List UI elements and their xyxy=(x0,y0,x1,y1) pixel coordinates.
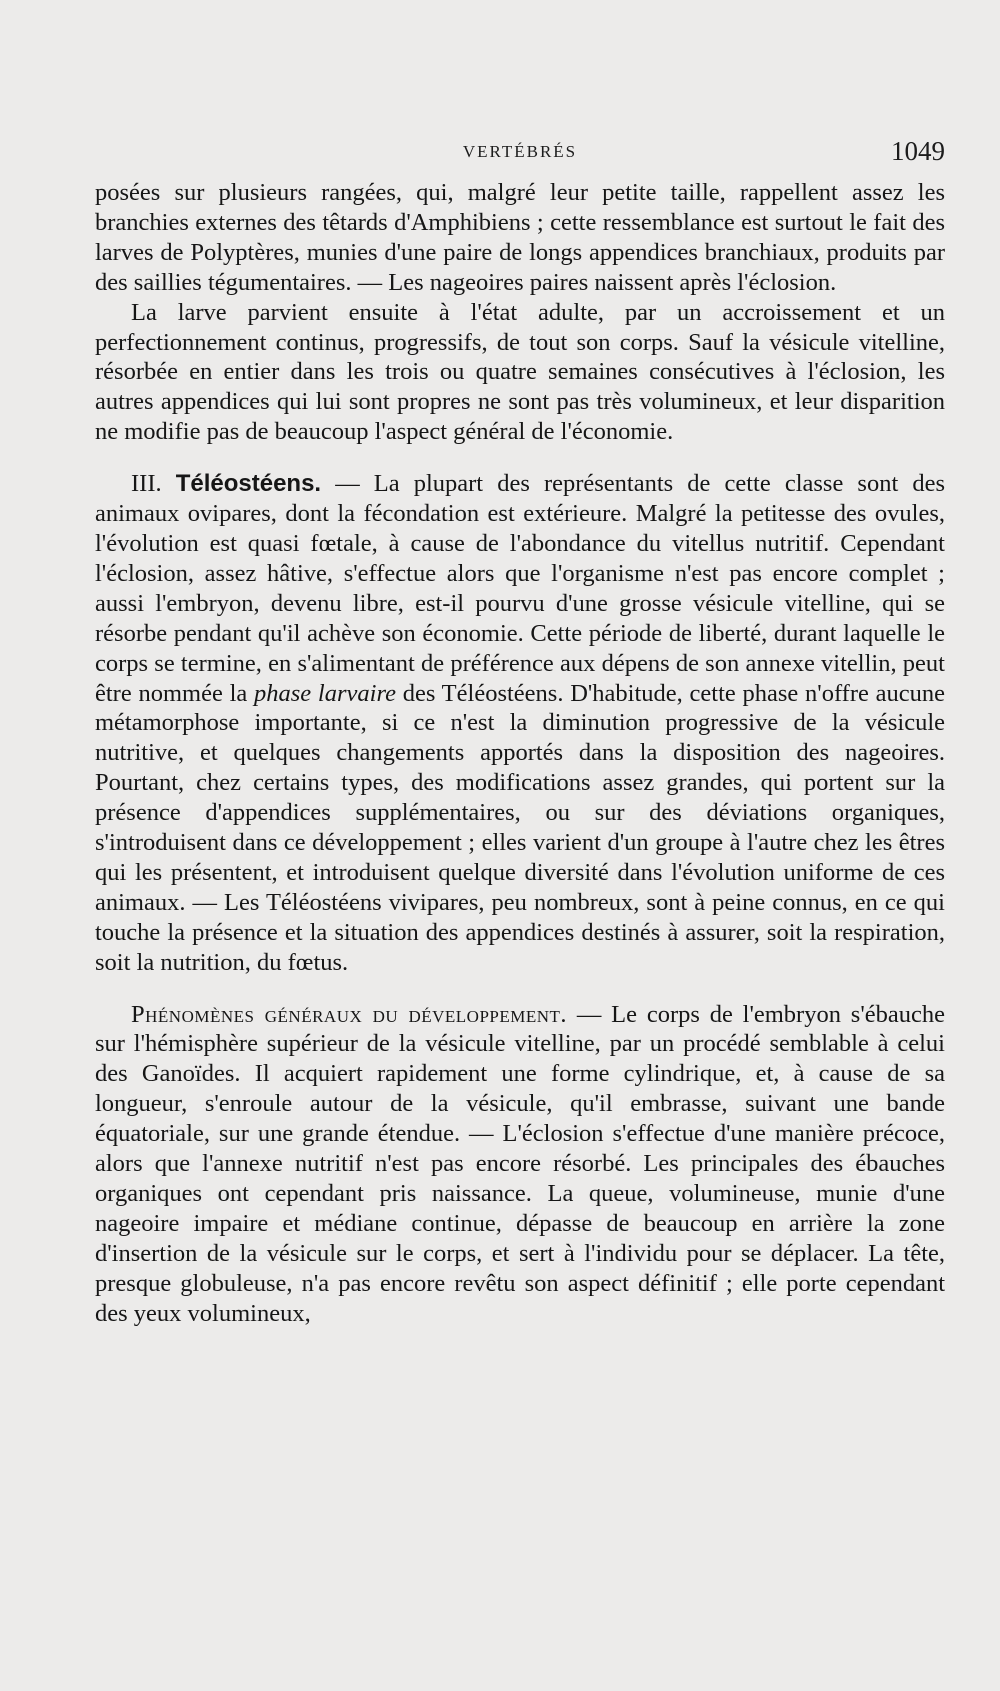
page-header xyxy=(95,136,945,170)
paragraph-continuation xyxy=(95,178,945,298)
body-text xyxy=(95,178,945,1329)
section-phenomenes xyxy=(95,1000,945,1329)
italic-term: phase larvaire xyxy=(254,679,396,707)
paragraph-text: — La plupart des représentants de cette classe sont des animaux ovipares, dont la fécondation est extérieure. Malgré la petitesse des ovules, l'évolution est quasi fœtale, à cause de l'abondance du vitellus nutritif. Cependant l'éclosion, assez hâtive, s'effectue alors que l'organisme n'est pas encore complet ; aussi l'embryon, devenu libre, est-il pourvu d'une grosse vésicule vitelline, qui se résorbe pendant qu'il achève son économie. Cette période de liberté, durant laquelle le corps se termine, en s'alimentant de préférence aux dépens de son annexe vitellin, peut être nommée la xyxy=(95,470,945,707)
paragraph-text-continued: des Téléostéens. D'habitude, cette phase n'offre aucune métamorphose importante, si ce n'est la diminution progressive de la vésicule nutritive, et quelques changements apportés dans la disposition des nageoires. Pourtant, chez certains types, des modifications assez grandes, qui portent sur la présence d'appendices supplémentaires, ou sur des déviations organiques, s'introduisent dans ce développement ; elles varient d'un groupe à l'autre chez les êtres qui les présentent, et introduisent quelque diversité dans l'évolution uniforme de ces animaux. — Les Téléostéens vivipares, peu nombreux, sont à peine connus, en ce qui touche la présence et la situation des appendices destinés à assurer, soit la respiration, soit la nutrition, du fœtus. xyxy=(95,679,945,976)
section-number: III. xyxy=(131,470,176,498)
section-title: Téléostéens. xyxy=(175,470,322,498)
paragraph-larva xyxy=(95,298,945,448)
paragraph-text: posées sur plusieurs rangées, qui, malgré leur petite taille, rappellent assez les branchies externes des têtards d'Amphibiens ; cette ressemblance est surtout le fait des larves de Polyptères, munies d'une paire de longs appendices branchiaux, produits par des saillies tégumentaires. — Les nageoires paires naissent après l'éclosion. xyxy=(95,179,945,296)
paragraph-text: La larve parvient ensuite à l'état adulte, par un accroissement et un perfectionnement continus, progressifs, de tout son corps. Sauf la vésicule vitelline, résorbée en entier dans les trois ou quatre semaines consécutives à l'éclosion, les autres appendices qui lui sont propres ne sont pas très volumineux, et leur disparition ne modifie pas de beaucoup l'aspect général de l'économie. xyxy=(95,298,945,446)
running-head: VERTÉBRÉS xyxy=(462,142,578,161)
page-number: 1049 xyxy=(891,136,945,166)
paragraph-text: — Le corps de l'embryon s'ébauche sur l'hémisphère supérieur de la vésicule vitelline, par un procédé semblable à celui des Ganoïdes. Il acquiert rapidement une forme cylindrique, et, à cause de sa longueur, s'enroule autour de la vésicule, qu'il embrasse, suivant une bande équatoriale, sur une grande étendue. — L'éclosion s'effectue d'une manière précoce, alors que l'annexe nutritif n'est pas encore résorbé. Les principales des ébauches organiques ont cependant pris naissance. La queue, volumineuse, munie d'une nageoire impaire et médiane continue, dépasse de beaucoup en arrière la zone d'insertion de la vésicule sur le corps, et sert à l'individu pour se déplacer. La tête, presque globuleuse, n'a pas encore revêtu son aspect définitif ; elle porte cependant des yeux volumineux, xyxy=(95,1000,945,1327)
section-teleosteens xyxy=(95,469,945,977)
subsection-title: Phénomènes généraux du développement. xyxy=(131,1000,568,1028)
